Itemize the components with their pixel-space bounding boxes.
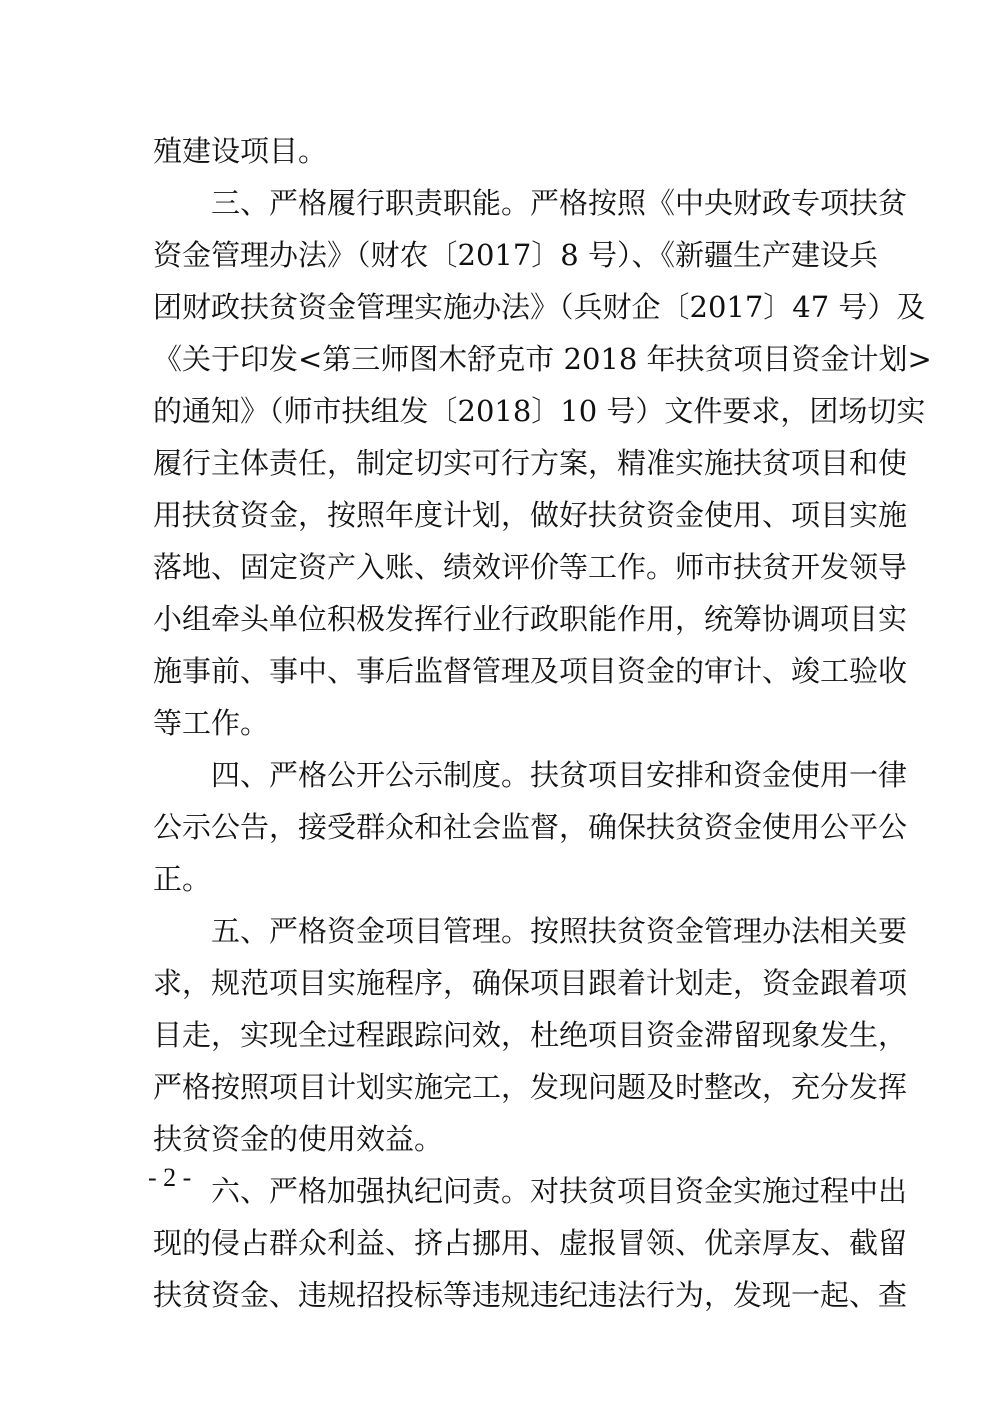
text-line: 落地、固定资产入账、绩效评价等工作。师市扶贫开发领导 (153, 550, 908, 584)
paragraph-continuation (153, 125, 853, 177)
page-number: - 2 - (148, 1163, 192, 1192)
text-line: 现的侵占群众利益、挤占挪用、虚报冒领、优亲厚友、截留 (153, 1226, 908, 1260)
text-line: 施事前、事中、事后监督管理及项目资金的审计、竣工验收 (153, 654, 908, 688)
text-line: 四、严格公开公示制度。扶贫项目安排和资金使用一律 (211, 758, 908, 792)
text-line: 资金管理办法》（财农〔2017〕8 号）、《新疆生产建设兵 (153, 238, 878, 272)
paragraph-accountability (153, 1165, 908, 1321)
text-line: 六、严格加强执纪问责。对扶贫项目资金实施过程中出 (211, 1174, 908, 1208)
document-body (153, 125, 932, 1321)
text-line: 等工作。 (153, 706, 270, 740)
text-line: 殖建设项目。 (153, 134, 328, 168)
text-line: 的通知》（师市扶组发〔2018〕10 号）文件要求，团场切实 (153, 394, 926, 428)
text-line: 五、严格资金项目管理。按照扶贫资金管理办法相关要 (211, 914, 908, 948)
text-line: 正。 (153, 862, 212, 896)
text-line: 用扶贫资金，按照年度计划，做好扶贫资金使用、项目实施 (153, 498, 908, 532)
text-line: 履行主体责任，制定切实可行方案，精准实施扶贫项目和使 (153, 446, 908, 480)
text-line: 《关于印发<第三师图木舒克市 2018 年扶贫项目资金计划> (153, 342, 932, 376)
text-line: 严格按照项目计划实施完工，发现问题及时整改，充分发挥 (153, 1070, 908, 1104)
text-line: 团财政扶贫资金管理实施办法》（兵财企〔2017〕47 号）及 (153, 290, 926, 324)
paragraph-fund-management (153, 905, 908, 1165)
paragraph-public-disclosure (153, 749, 908, 905)
text-line: 小组牵头单位积极发挥行业行政职能作用，统筹协调项目实 (153, 602, 908, 636)
text-line: 目走，实现全过程跟踪问效，杜绝项目资金滞留现象发生， (153, 1018, 908, 1052)
text-line: 三、严格履行职责职能。严格按照《中央财政专项扶贫 (211, 186, 908, 220)
text-line: 求，规范项目实施程序，确保项目跟着计划走，资金跟着项 (153, 966, 908, 1000)
paragraph-duty-performance (153, 177, 932, 749)
text-line: 扶贫资金的使用效益。 (153, 1122, 444, 1156)
text-line: 公示公告，接受群众和社会监督，确保扶贫资金使用公平公 (153, 810, 908, 844)
text-line: 扶贫资金、违规招投标等违规违纪违法行为，发现一起、查 (153, 1278, 908, 1312)
